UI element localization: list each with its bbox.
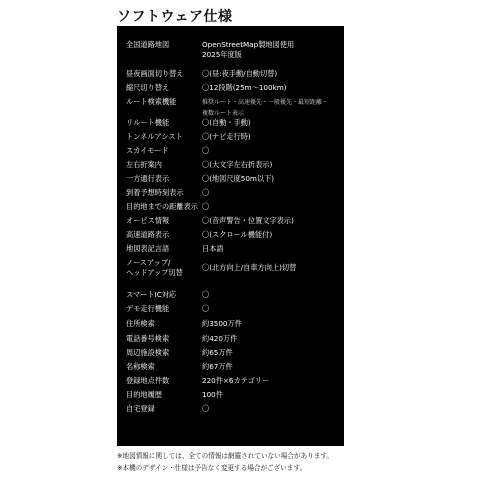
spec-value: 〇12段階(25m〜100km) [202, 83, 287, 92]
spec-row-nearby [126, 348, 338, 358]
spec-value: 日本語 [202, 244, 224, 253]
spec-row-northup [126, 258, 338, 277]
spec-value: 〇 [202, 304, 210, 313]
spec-value: 〇 [202, 290, 210, 299]
spec-row-daynight [126, 69, 338, 79]
spec-value-line1: OpenStreetMap製地図使用 [202, 40, 295, 49]
spec-value: 〇(昼:夜手動/自動切替) [202, 69, 278, 78]
spec-value: 〇(大文字左右折表示) [202, 160, 273, 169]
spec-row-orbis [126, 216, 338, 226]
spec-value [202, 40, 338, 59]
spec-row-map [126, 40, 338, 59]
spec-row-eta [126, 188, 338, 198]
spec-label: 縮尺切り替え [126, 83, 170, 92]
spec-row-distance [126, 202, 338, 212]
spec-label: 一方通行表示 [126, 174, 170, 183]
spec-row-demo [126, 304, 338, 314]
spec-label: 全国道路地図 [126, 40, 170, 49]
spec-row-history [126, 390, 338, 400]
spec-label: 住所検索 [126, 319, 155, 328]
spec-label: トンネルアシスト [126, 132, 183, 141]
spec-row-turn [126, 160, 338, 170]
spec-row-address [126, 319, 338, 329]
spec-value: 〇(自動・手動) [202, 118, 251, 127]
spec-row-route [126, 97, 338, 118]
page-title: ソフトウェア仕様 [117, 9, 233, 25]
spec-row-scale [126, 83, 338, 93]
spec-row-home [126, 404, 338, 414]
spec-label: オービス情報 [126, 216, 170, 225]
spec-value: 〇 [202, 146, 210, 155]
footnotes [117, 450, 333, 474]
spec-label-line1: ノースアップ/ [126, 258, 171, 267]
spec-row-tunnel [126, 132, 338, 142]
spec-value-line1: 推奨ルート・高速優先・一般優先・最短距離・ [202, 99, 329, 106]
spec-value: 〇 [202, 404, 210, 413]
spec-value: 〇(ナビ走行時) [202, 132, 251, 141]
spec-label: 目的地履歴 [126, 390, 162, 399]
spec-row-phone [126, 334, 338, 344]
spec-label-line2: ヘッドアップ切替 [126, 267, 183, 277]
spec-value: 100件 [202, 390, 223, 399]
spec-label: デモ走行機能 [126, 304, 170, 313]
spec-row-language [126, 244, 338, 254]
spec-value [202, 97, 338, 118]
spec-label: 高速道路表示 [126, 230, 170, 239]
spec-label: 昼夜画面切り替え [126, 69, 184, 78]
spec-value-line2: 複数ルート表示 [202, 109, 245, 117]
spec-value: 〇(北方向上/自車方向上)切替 [202, 263, 297, 272]
spec-value: 〇 [202, 188, 210, 197]
spec-label: ルート検索機能 [126, 97, 177, 106]
spec-row-highway [126, 230, 338, 240]
footnote: ※本機のデザイン・仕様は予告なく変更する場合がございます。 [117, 464, 307, 472]
spec-label: 周辺施設検索 [126, 348, 170, 357]
spec-label: 目的地までの距離表示 [126, 202, 198, 211]
spec-label: 登録地点件数 [126, 376, 170, 385]
spec-label: 地図表記言語 [126, 244, 170, 253]
spec-label: スマートIC対応 [126, 290, 177, 299]
spec-row-oneway [126, 174, 338, 184]
spec-value: 〇(スクロール機能付) [202, 230, 273, 239]
spec-value-line2: 2025年度版 [202, 49, 242, 59]
spec-label: 到着予想時刻表示 [126, 188, 184, 197]
footnote: ※地図情報に関しては、全ての情報は網羅されていない場合があります。 [117, 452, 333, 460]
spec-label: 左右折案内 [126, 160, 162, 169]
spec-value: 220件×6カテゴリー [202, 376, 270, 385]
spec-value: 約3500万件 [202, 319, 242, 328]
spec-label: 自宅登録 [126, 404, 155, 413]
spec-label: スカイモード [126, 146, 169, 155]
spec-value: 約67万件 [202, 362, 233, 371]
spec-value: 〇(地図尺度50m以下) [202, 174, 275, 183]
spec-row-registered [126, 376, 338, 386]
spec-row-name [126, 362, 338, 372]
spec-row-sky [126, 146, 338, 156]
spec-label: リルート機能 [126, 118, 170, 127]
spec-row-reroute [126, 118, 338, 128]
spec-value: 〇 [202, 202, 210, 211]
spec-row-smartic [126, 290, 338, 300]
spec-label: 名称検索 [126, 362, 155, 371]
spec-label [126, 258, 202, 277]
spec-value: 〇(音声警告・位置文字表示) [202, 216, 294, 225]
spec-label: 電話番号検索 [126, 334, 170, 343]
spec-value: 約65万件 [202, 348, 233, 357]
spec-table [117, 26, 344, 446]
spec-value: 約420万件 [202, 334, 238, 343]
